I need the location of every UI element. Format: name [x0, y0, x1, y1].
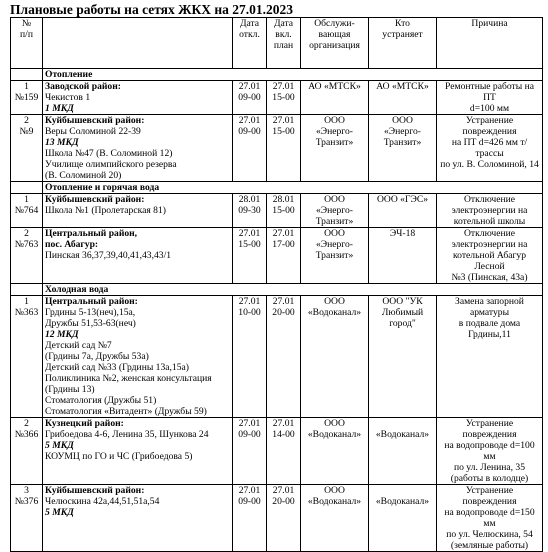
- row-num: 1 №764: [11, 194, 43, 228]
- row-org: ООО «Энерго- Транзит»: [301, 194, 369, 228]
- row-org: ООО «Водоканал»: [301, 296, 369, 418]
- row-reason: Отключение электроэнергии на котельной школы: [437, 194, 543, 228]
- row-num: 2 №9: [11, 115, 43, 182]
- row-date-on: 27.01 15-00: [267, 115, 301, 182]
- row-address: Куйбышевский район: Челюскина 42а,44,51,51а,54 5 МКД: [43, 485, 233, 552]
- header-num: № п/п: [11, 18, 43, 69]
- row-date-on: 27.01 20-00: [267, 296, 301, 418]
- row-fixer: «Водоканал»: [369, 485, 437, 552]
- row-reason: Отключение электроэнергии на котельной Абагур Лесной №3 (Пинская, 43а): [437, 228, 543, 284]
- row-date-off: 27.01 09-00: [233, 485, 267, 552]
- row-address: Центральный район, пос. Абагур: Пинская 36,37,39,40,41,43,43/1: [43, 228, 233, 284]
- row-date-off: 27.01 10-00: [233, 296, 267, 418]
- row-date-off: 28.01 09-30: [233, 194, 267, 228]
- row-reason: Устранение повреждения на ПТ d=426 мм т/трассы по ул. В. Соломиной, 14: [437, 115, 543, 182]
- row-date-off: 27.01 09-00: [233, 115, 267, 182]
- works-table: [10, 17, 543, 552]
- row-fixer: ЭЧ-18: [369, 228, 437, 284]
- row-address: Кузнецкий район: Грибоедова 4-6, Ленина 35, Шункова 24 5 МКД КОУМЦ по ГО и ЧС (Грибоедова 5): [43, 418, 233, 485]
- row-date-off: 27.01 09-00: [233, 81, 267, 115]
- row-reason: Ремонтные работы на ПТ d=100 мм: [437, 81, 543, 115]
- row-date-on: 27.01 20-00: [267, 485, 301, 552]
- table-row: [11, 485, 543, 552]
- section-heating: [11, 69, 543, 81]
- row-num: 3 №376: [11, 485, 43, 552]
- row-reason: Устранение повреждения на водопроводе d=150 мм по ул. Челюскина, 54 (земляные работы): [437, 485, 543, 552]
- row-reason: Устранение повреждения на водопроводе d=100 мм по ул. Ленина, 35 (работы в колодце): [437, 418, 543, 485]
- page-title: Плановые работы на сетях ЖКХ на 27.01.2023: [10, 2, 294, 17]
- row-address: Заводской район: Чекистов 1 1 МКД: [43, 81, 233, 115]
- row-org: ООО «Водоканал»: [301, 485, 369, 552]
- header-org: Обслужи- вающая организация: [301, 18, 369, 69]
- row-date-on: 27.01 17-00: [267, 228, 301, 284]
- header-fixer: Кто устраняет: [369, 18, 437, 69]
- table-row: [11, 228, 543, 284]
- section-heating-hot-water: [11, 182, 543, 194]
- row-org: ООО «Энерго- Транзит»: [301, 228, 369, 284]
- row-num: 1 №159: [11, 81, 43, 115]
- table-row: [11, 418, 543, 485]
- header-address: [43, 18, 233, 69]
- row-date-off: 27.01 09-00: [233, 418, 267, 485]
- table-row: [11, 115, 543, 182]
- row-date-on: 28.01 15-00: [267, 194, 301, 228]
- section-title: Холодная вода: [43, 284, 543, 296]
- row-org: АО «МТСК»: [301, 81, 369, 115]
- header-date-off: Дата откл.: [233, 18, 267, 69]
- row-fixer: ООО «Энерго- Транзит»: [369, 115, 437, 182]
- row-fixer: ООО "УК Любимый город": [369, 296, 437, 418]
- row-fixer: «Водоканал»: [369, 418, 437, 485]
- header-date-on: Дата вкл. план: [267, 18, 301, 69]
- section-title: Отопление: [43, 69, 543, 81]
- row-num: 2 №763: [11, 228, 43, 284]
- row-num: 2 №366: [11, 418, 43, 485]
- table-row: [11, 194, 543, 228]
- row-date-on: 27.01 15-00: [267, 81, 301, 115]
- row-reason: Замена запорной арматуры в подвале дома Грдины,11: [437, 296, 543, 418]
- row-date-off: 27.01 15-00: [233, 228, 267, 284]
- table-row: [11, 81, 543, 115]
- row-org: ООО «Водоканал»: [301, 418, 369, 485]
- row-date-on: 27.01 14-00: [267, 418, 301, 485]
- table-header: [11, 18, 543, 69]
- row-address: Центральный район: Грдины 5-13(неч),15а, Дружбы 51,53-63(неч) 12 МКД Детский сад №7 (Грдины 7а, Дружбы 53а) Детский сад №33 (Грдины 13а,15а) Поликлиника №2, женская консультация (Грдины 13) Стоматология (Дружбы 51) Стоматология «Витадент» (Дружбы 59): [43, 296, 233, 418]
- row-fixer: АО «МТСК»: [369, 81, 437, 115]
- section-cold-water: [11, 284, 543, 296]
- row-address: Куйбышевский район: Школа №1 (Пролетарская 81): [43, 194, 233, 228]
- header-reason: Причина: [437, 18, 543, 69]
- section-title: Отопление и горячая вода: [43, 182, 543, 194]
- row-address: Куйбышевский район: Веры Соломиной 22-39 13 МКД Школа №47 (В. Соломиной 12) Училище олимпийского резерва (В. Соломиной 20): [43, 115, 233, 182]
- table-row: [11, 296, 543, 418]
- row-org: ООО «Энерго- Транзит»: [301, 115, 369, 182]
- row-num: 1 №363: [11, 296, 43, 418]
- row-fixer: ООО «ГЭС»: [369, 194, 437, 228]
